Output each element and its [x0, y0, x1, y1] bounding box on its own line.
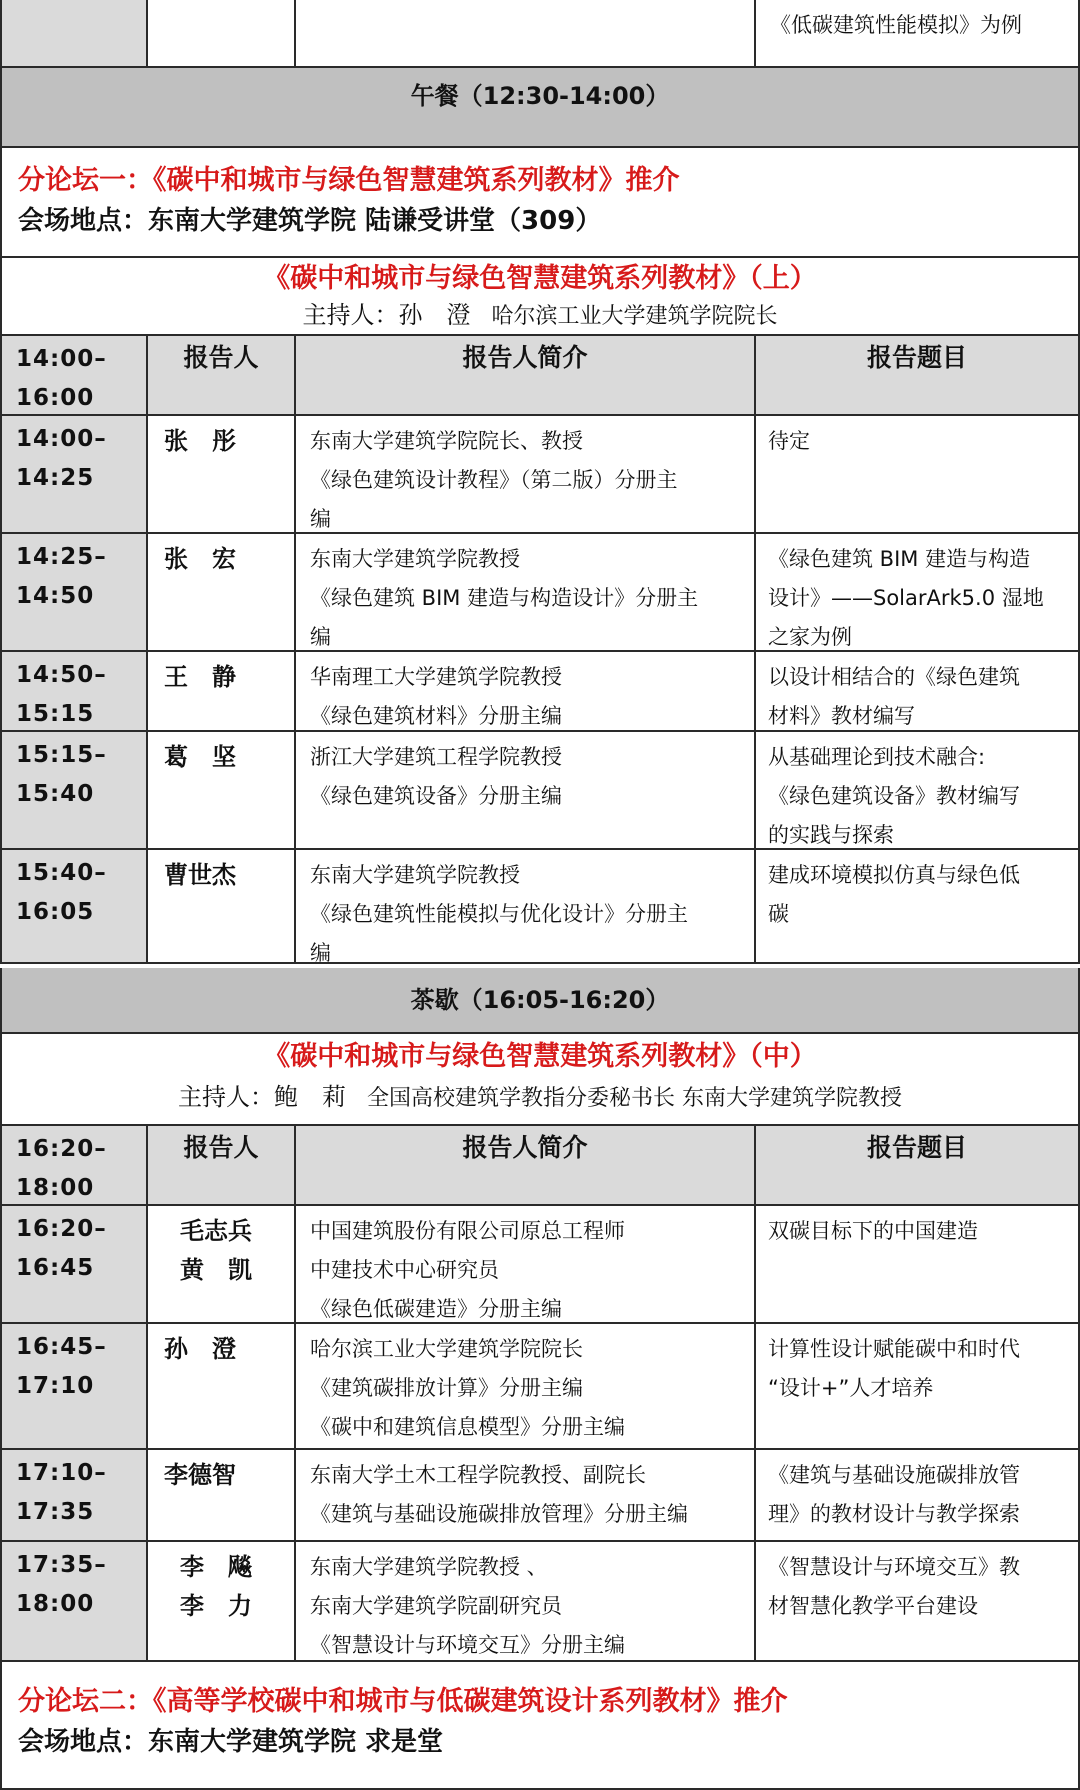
- time-range-line: 16:45: [16, 1255, 95, 1281]
- speaker-bio-line: 编: [310, 625, 331, 649]
- speaker-bio-line: 《建筑与基础设施碳排放管理》分册主编: [310, 1502, 688, 1526]
- session2-host: [2, 1078, 1078, 1118]
- speaker-cell: [148, 652, 296, 732]
- time-range-line: 14:25–: [16, 544, 107, 570]
- time-range-line: 17:35–: [16, 1552, 107, 1578]
- speaker-name-line: 李德智: [164, 1461, 236, 1489]
- speaker-bio-line: 东南大学建筑学院教授: [310, 547, 520, 571]
- speaker-bio: [310, 738, 562, 816]
- time-range-line: 18:00: [16, 1591, 95, 1617]
- bio-cell: [296, 1206, 756, 1324]
- time-cell: [0, 416, 148, 534]
- lunch-label: 午餐（12:30-14:00）: [410, 82, 670, 110]
- bio-cell: [296, 732, 756, 850]
- bio-cell: [296, 652, 756, 732]
- time-range: [16, 1130, 107, 1208]
- time-range: [16, 736, 107, 814]
- report-topic: [768, 1548, 1020, 1626]
- speaker-bio: [310, 1212, 625, 1329]
- report-topic: [768, 422, 810, 461]
- speaker-bio-line: 编: [310, 941, 331, 965]
- speaker-cell: [148, 1450, 296, 1542]
- report-topic-line: 建成环境模拟仿真与绿色低: [768, 863, 1020, 887]
- speaker-bio-line: 东南大学建筑学院副研究员: [310, 1594, 562, 1618]
- report-topic-line: “设计+”人才培养: [768, 1376, 934, 1400]
- time-cell: [0, 1206, 148, 1324]
- topic-cell: [756, 416, 1080, 534]
- time-range: [16, 420, 107, 498]
- topic-cell: [756, 0, 1080, 68]
- report-topic: [768, 1456, 1020, 1534]
- tea-label: 茶歇（16:05-16:20）: [410, 986, 670, 1014]
- topic-cell: [756, 1206, 1080, 1324]
- bio-cell: [296, 534, 756, 652]
- speaker-bio: [310, 856, 688, 973]
- speaker-header: [148, 1126, 296, 1206]
- speaker-bio: [310, 540, 698, 657]
- bio-header: [296, 336, 756, 416]
- session2-header: [0, 1034, 1080, 1126]
- speaker-name-line: 曹世杰: [164, 861, 236, 889]
- topic-cell: [756, 652, 1080, 732]
- time-range-line: 14:00–: [16, 346, 107, 372]
- time-range: [16, 1454, 107, 1532]
- host-label: 主持人：鲍 莉: [178, 1083, 346, 1111]
- speaker-name-line: 张 宏: [164, 545, 236, 573]
- time-range-line: 17:10–: [16, 1460, 107, 1486]
- speaker-name: [164, 658, 236, 697]
- forum1-title: 分论坛一：《碳中和城市与绿色智慧建筑系列教材》推介: [18, 165, 680, 196]
- speaker-name: [164, 540, 236, 579]
- time-cell: [0, 336, 148, 416]
- time-range-line: 16:45–: [16, 1334, 107, 1360]
- speaker-bio-line: 编: [310, 507, 331, 531]
- bio-header-label: 报告人简介: [462, 343, 588, 372]
- speaker-name: [164, 422, 236, 461]
- session1-host: [2, 298, 1078, 334]
- report-topic-line: 碳: [768, 902, 789, 926]
- topic-header-label: 报告题目: [866, 1133, 967, 1162]
- speaker-bio: [310, 658, 562, 736]
- speaker-name: [164, 1330, 236, 1369]
- speaker-cell: [148, 1542, 296, 1662]
- time-range: [16, 1546, 107, 1624]
- speaker-bio-line: 中建技术中心研究员: [310, 1258, 499, 1282]
- forum2-title: 分论坛二：《高等学校碳中和城市与低碳建筑设计系列教材》推介: [18, 1686, 788, 1717]
- report-topic: [768, 658, 1020, 736]
- table-header-row: [0, 1126, 1080, 1206]
- speaker-header-label: 报告人: [183, 1133, 259, 1162]
- table-row: [0, 850, 1080, 964]
- time-range-line: 14:50: [16, 583, 95, 609]
- time-cell: [0, 1450, 148, 1542]
- time-range-line: 14:25: [16, 465, 95, 491]
- time-range-line: 15:40: [16, 781, 95, 807]
- report-topic-line: 《建筑与基础设施碳排放管: [768, 1463, 1020, 1487]
- report-topic: [768, 1330, 1020, 1408]
- time-range-line: 15:15: [16, 701, 95, 727]
- bio-header: [296, 1126, 756, 1206]
- forum1-venue: 会场地点：东南大学建筑学院 陆谦受讲堂（309）: [18, 206, 602, 236]
- topic-cell: [756, 1542, 1080, 1662]
- table-header-row: [0, 336, 1080, 416]
- speaker-bio-line: 《碳中和建筑信息模型》分册主编: [310, 1415, 625, 1439]
- speaker-bio-line: 东南大学建筑学院教授 、: [310, 1555, 548, 1579]
- time-cell: [0, 850, 148, 964]
- table-row: [0, 1206, 1080, 1324]
- time-cell: [0, 534, 148, 652]
- speaker-bio: [310, 1548, 625, 1665]
- report-topic-line: 材料》教材编写: [768, 704, 915, 728]
- report-topic: [768, 856, 1020, 934]
- speaker-name: [180, 1548, 252, 1626]
- speaker-bio-line: 东南大学建筑学院教授: [310, 863, 520, 887]
- topic-header: [756, 336, 1080, 416]
- report-topic-line: 设计》——SolarArk5.0 湿地: [768, 586, 1044, 610]
- topic-cell: [756, 1450, 1080, 1542]
- time-range-line: 17:35: [16, 1499, 95, 1525]
- bio-cell: [296, 1324, 756, 1450]
- speaker-bio-line: 《绿色建筑性能模拟与优化设计》分册主: [310, 902, 688, 926]
- speaker-bio-line: 浙江大学建筑工程学院教授: [310, 745, 562, 769]
- topic-cell: [756, 732, 1080, 850]
- speaker-bio-line: 东南大学建筑学院院长、教授: [310, 429, 583, 453]
- topic-cell: [756, 1324, 1080, 1450]
- table-row: [0, 1324, 1080, 1450]
- speaker-bio: [310, 422, 678, 539]
- host-label: 主持人：孙 澄: [302, 301, 471, 329]
- bio-cell: [296, 416, 756, 534]
- time-cell: [0, 1542, 148, 1662]
- report-topic-line: 《智慧设计与环境交互》教: [768, 1555, 1020, 1579]
- speaker-bio-line: 《绿色建筑 BIM 建造与构造设计》分册主: [310, 586, 699, 610]
- report-topic: [768, 540, 1044, 657]
- speaker-name-line: 李 飚: [180, 1553, 252, 1581]
- speaker-bio-line: 《建筑碳排放计算》分册主编: [310, 1376, 583, 1400]
- speaker-header: [148, 336, 296, 416]
- time-cell: [0, 732, 148, 850]
- time-range-line: 14:00–: [16, 426, 107, 452]
- host-desc: 全国高校建筑学教指分委秘书长 东南大学建筑学院教授: [366, 1086, 902, 1111]
- speaker-bio-line: 《绿色建筑设备》分册主编: [310, 784, 562, 808]
- bio-cell: [296, 1542, 756, 1662]
- time-range-line: 16:00: [16, 385, 95, 411]
- speaker-header-label: 报告人: [183, 343, 259, 372]
- report-topic-line: 《绿色建筑设备》教材编写: [768, 784, 1020, 808]
- table-row: [0, 416, 1080, 534]
- speaker-name: [164, 738, 236, 777]
- speaker-bio-line: 哈尔滨工业大学建筑学院院长: [310, 1337, 583, 1361]
- report-topic-line: 待定: [768, 429, 810, 453]
- time-range-line: 16:05: [16, 899, 95, 925]
- speaker-name-line: 王 静: [164, 663, 236, 691]
- time-cell: [0, 1126, 148, 1206]
- speaker-name-line: 毛志兵: [180, 1217, 252, 1245]
- speaker-cell: [148, 732, 296, 850]
- speaker-bio-line: 华南理工大学建筑学院教授: [310, 665, 562, 689]
- report-topic-line: 之家为例: [768, 625, 852, 649]
- time-cell: [0, 0, 148, 68]
- session2-title: 《碳中和城市与绿色智慧建筑系列教材》（中）: [263, 1041, 817, 1072]
- speaker-cell: [148, 0, 296, 68]
- report-topic-line: 《绿色建筑 BIM 建造与构造: [768, 547, 1031, 571]
- speaker-bio-line: 《智慧设计与环境交互》分册主编: [310, 1633, 625, 1657]
- bio-header-label: 报告人简介: [462, 1133, 588, 1162]
- speaker-name: [164, 856, 236, 895]
- report-topic-line: 的实践与探索: [768, 823, 894, 847]
- speaker-bio: [310, 1456, 688, 1534]
- table-row: [0, 1542, 1080, 1662]
- report-topic-line: 理》的教材设计与教学探索: [768, 1502, 1020, 1526]
- speaker-bio-line: 东南大学土木工程学院教授、副院长: [310, 1463, 646, 1487]
- time-range-line: 16:20–: [16, 1216, 107, 1242]
- speaker-name: [164, 1456, 236, 1495]
- time-cell: [0, 1324, 148, 1450]
- speaker-name-line: 张 彤: [164, 427, 236, 455]
- bio-cell: [296, 850, 756, 964]
- speaker-bio-line: 《绿色低碳建造》分册主编: [310, 1297, 562, 1321]
- report-topic-line: 从基础理论到技术融合:: [768, 745, 986, 769]
- topic-cell: [756, 850, 1080, 964]
- table-row: [0, 732, 1080, 850]
- bio-cell: [296, 1450, 756, 1542]
- speaker-name-line: 葛 坚: [164, 743, 236, 771]
- time-range-line: 18:00: [16, 1175, 95, 1201]
- report-topic: [768, 738, 1020, 855]
- speaker-bio-line: 中国建筑股份有限公司原总工程师: [310, 1219, 625, 1243]
- time-range-line: 17:10: [16, 1373, 95, 1399]
- time-range: [16, 340, 107, 418]
- session1-header: [0, 258, 1080, 336]
- tea-break-band: [0, 968, 1080, 1034]
- speaker-cell: [148, 850, 296, 964]
- time-range-line: 15:40–: [16, 860, 107, 886]
- topic-text: 《低碳建筑性能模拟》为例: [770, 13, 1022, 37]
- table-row: [0, 1450, 1080, 1542]
- time-range: [16, 1328, 107, 1406]
- bio-cell: [296, 0, 756, 68]
- topic-header: [756, 1126, 1080, 1206]
- report-topic: [768, 1212, 978, 1251]
- report-topic-line: 以设计相结合的《绿色建筑: [768, 665, 1020, 689]
- speaker-name-line: 黄 凯: [180, 1256, 252, 1284]
- speaker-cell: [148, 1324, 296, 1450]
- forum1-header: [0, 148, 1080, 258]
- table-row: [0, 534, 1080, 652]
- speaker-bio: [310, 1330, 625, 1447]
- speaker-cell: [148, 1206, 296, 1324]
- time-range: [16, 854, 107, 932]
- time-range: [16, 1210, 107, 1288]
- time-range-line: 14:50–: [16, 662, 107, 688]
- table-row: [0, 652, 1080, 732]
- lunch-break-band: [0, 68, 1080, 148]
- time-range: [16, 538, 107, 616]
- forum2-header: [0, 1662, 1080, 1790]
- session1-title: 《碳中和城市与绿色智慧建筑系列教材》（上）: [263, 263, 817, 294]
- time-range: [16, 656, 107, 734]
- speaker-cell: [148, 534, 296, 652]
- report-topic-line: 计算性设计赋能碳中和时代: [768, 1337, 1020, 1361]
- time-range-line: 15:15–: [16, 742, 107, 768]
- speaker-name-line: 李 力: [180, 1592, 252, 1620]
- time-cell: [0, 652, 148, 732]
- report-topic-line: 材智慧化教学平台建设: [768, 1594, 978, 1618]
- forum2-venue: 会场地点：东南大学建筑学院 求是堂: [18, 1727, 444, 1757]
- speaker-name-line: 孙 澄: [164, 1335, 236, 1363]
- speaker-cell: [148, 416, 296, 534]
- table-row-partial: [0, 0, 1080, 68]
- speaker-bio-line: 《绿色建筑设计教程》（第二版）分册主: [310, 468, 678, 492]
- topic-header-label: 报告题目: [866, 343, 967, 372]
- speaker-name: [180, 1212, 252, 1290]
- topic-cell: [756, 534, 1080, 652]
- host-desc: 哈尔滨工业大学建筑学院院长: [491, 304, 778, 329]
- speaker-bio-line: 《绿色建筑材料》分册主编: [310, 704, 562, 728]
- report-topic-line: 双碳目标下的中国建造: [768, 1219, 978, 1243]
- time-range-line: 16:20–: [16, 1136, 107, 1162]
